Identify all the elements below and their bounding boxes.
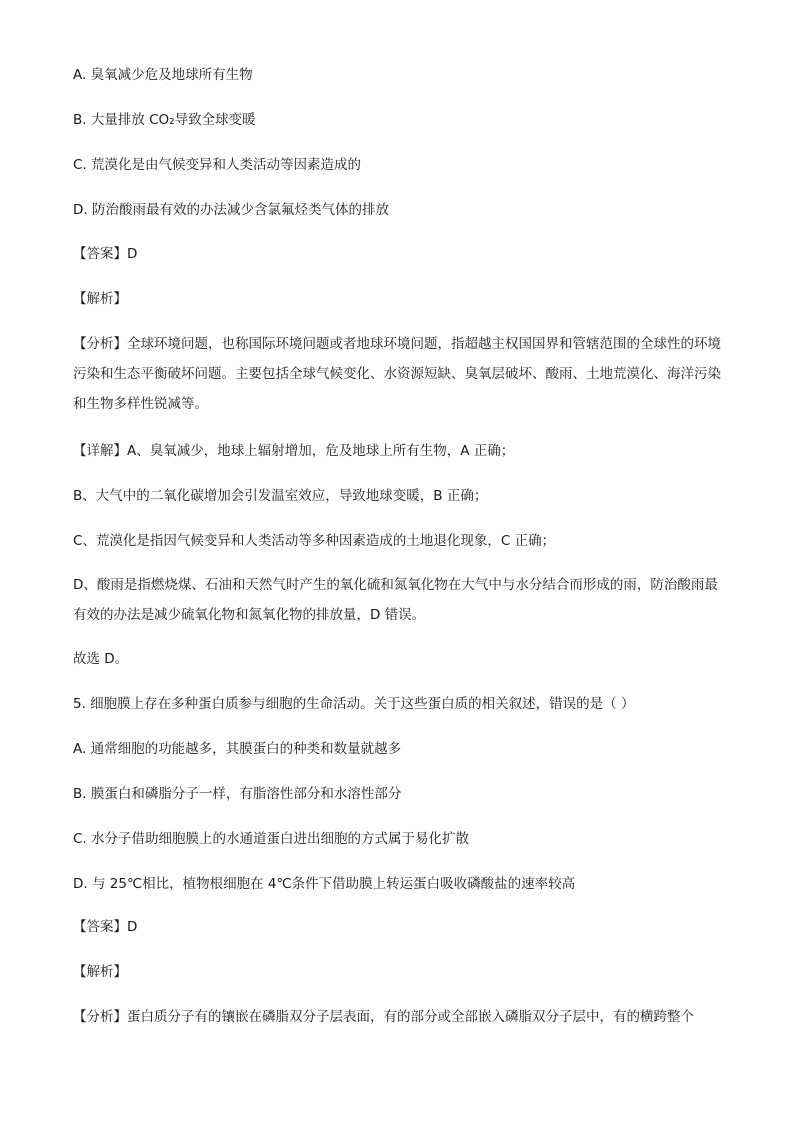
q4-detail-c: C、荒漠化是指因气候变异和人类活动等多种因素造成的土地退化现象，C 正确；: [73, 533, 556, 549]
q5-option-a: A. 通常细胞的功能越多，其膜蛋白的种类和数量就越多: [73, 741, 402, 757]
q5-answer: [73, 916, 733, 938]
q5-option-d: D. 与 25℃相比，植物根细胞在 4℃条件下借助膜上转运蛋白吸收磷酸盐的速率较高: [73, 876, 576, 892]
q4-option-a: A. 臭氧减少危及地球所有生物: [73, 67, 253, 83]
q4-detail-d: D、酸雨是指燃烧煤、石油和天然气时产生的氧化硫和氮氧化物在大气中与水分结合而形成的雨，防治酸雨最有效的办法是减少硫氧化物和氮氧化物的排放量，D 错误。: [73, 577, 718, 623]
q5-explanation-heading: 【解析】: [73, 964, 127, 980]
q4-option-c: C. 荒漠化是由气候变异和人类活动等因素造成的: [73, 157, 362, 173]
q5-option-b: B. 膜蛋白和磷脂分子一样，有脂溶性部分和水溶性部分: [73, 786, 402, 802]
q5-analysis: [73, 1006, 733, 1028]
q5-option-c: C. 水分子借助细胞膜上的水通道蛋白进出细胞的方式属于易化扩散: [73, 831, 470, 847]
q4-analysis: [73, 329, 723, 419]
q4-detail-b: B、大气中的二氧化碳增加会引发温室效应，导致地球变暖，B 正确；: [73, 488, 488, 504]
q4-option-b: B. 大量排放 CO₂导致全球变暖: [73, 112, 256, 128]
q4-explanation-heading: 【解析】: [73, 291, 127, 307]
q5-stem: 5. 细胞膜上存在多种蛋白质参与细胞的生命活动。关于这些蛋白质的相关叙述，错误的是（ ）: [73, 696, 635, 712]
q4-conclusion: 故选 D。: [73, 651, 129, 667]
answer-tag: 【答案】: [73, 919, 127, 935]
detail-tag: 【详解】: [73, 443, 127, 459]
answer-value: D: [127, 919, 138, 935]
answer-value: D: [127, 246, 138, 262]
answer-tag: 【答案】: [73, 246, 127, 262]
q4-option-d: D. 防治酸雨最有效的办法减少含氯氟烃类气体的排放: [73, 202, 389, 218]
q4-detail-a: [73, 440, 733, 462]
analysis-text: 蛋白质分子有的镶嵌在磷脂双分子层表面，有的部分或全部嵌入磷脂双分子层中，有的横跨整个: [127, 1009, 694, 1025]
analysis-tag: 【分析】: [73, 1009, 127, 1025]
analysis-tag: 【分析】: [73, 336, 127, 352]
detail-a-text: A、臭氧减少，地球上辐射增加，危及地球上所有生物，A 正确；: [127, 443, 515, 459]
q4-answer: [73, 243, 733, 265]
analysis-text: 全球环境问题，也称国际环境问题或者地球环境问题，指超越主权国国界和管辖范围的全球性的环境污染和生态平衡破坏问题。主要包括全球气候变化、水资源短缺、臭氧层破坏、酸雨、土地荒漠化、海洋污染和生物多样性锐减等。: [73, 336, 721, 412]
